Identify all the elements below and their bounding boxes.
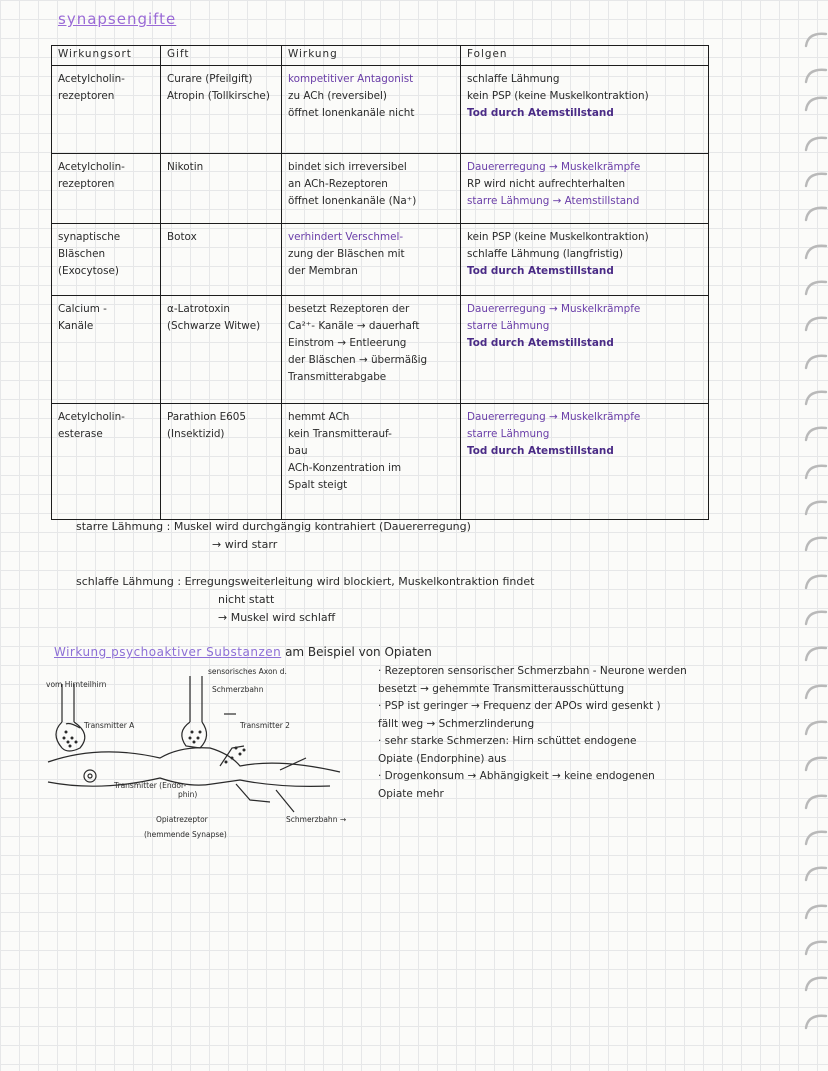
list-item: · Drogenkonsum → Abhängigkeit → keine endogenen xyxy=(378,770,655,782)
cell-wirkung: verhindert Verschmel- zung der Bläschen mit der Membran xyxy=(282,224,461,296)
cell-gift: Botox xyxy=(161,224,282,296)
list-item: · Rezeptoren sensorischer Schmerzbahn - Neurone werden xyxy=(378,665,687,677)
label-transmitter-2: Transmitter 2 xyxy=(240,721,290,730)
definition-schlaffe-laehmung: schlaffe Lähmung : Erregungsweiterleitung wird blockiert, Muskelkontraktion findet xyxy=(76,575,535,588)
spiral-binding xyxy=(748,0,828,1071)
label-transmitter-endorphin: Transmitter (Endor- xyxy=(114,781,187,790)
postsyn-neuron xyxy=(48,748,340,787)
header-wirkungsort: Wirkungsort xyxy=(52,46,161,66)
section-title-rest: am Beispiel von Opiaten xyxy=(285,645,432,659)
list-item: fällt weg → Schmerzlinderung xyxy=(378,717,535,730)
cell-gift: Parathion E605 (Insektizid) xyxy=(161,404,282,520)
cell-gift: Nikotin xyxy=(161,154,282,224)
label-transmitter-a: Transmitter A xyxy=(84,721,135,730)
header-gift: Gift xyxy=(161,46,282,66)
page-title: synapsengifte xyxy=(58,10,177,28)
cell-folgen: Dauererregung → Muskelkrämpfe starre Lähmung Tod durch Atemstillstand xyxy=(461,404,709,520)
label-phin: phin) xyxy=(178,790,198,799)
opiate-synapse-diagram xyxy=(40,662,380,852)
cell-wirkungsort: Calcium - Kanäle xyxy=(52,296,161,404)
list-item: Opiate mehr xyxy=(378,787,444,800)
cell-wirkung: bindet sich irreversibel an ACh-Rezeptoren öffnet Ionenkanäle (Na⁺) xyxy=(282,154,461,224)
cell-folgen: schlaffe Lähmung kein PSP (keine Muskelkontraktion) Tod durch Atemstillstand xyxy=(461,66,709,154)
table-row xyxy=(52,296,709,404)
label-hemmende-synapse: (hemmende Synapse) xyxy=(144,830,227,839)
dendrite-lines xyxy=(220,746,306,812)
bouton-middle xyxy=(182,722,207,748)
cell-wirkungsort: Acetylcholin- esterase xyxy=(52,404,161,520)
cell-gift: Curare (Pfeilgift) Atropin (Tollkirsche) xyxy=(161,66,282,154)
cell-gift: α-Latrotoxin (Schwarze Witwe) xyxy=(161,296,282,404)
list-item: · PSP ist geringer → Frequenz der APOs wird gesenkt ) xyxy=(378,700,661,712)
section-title xyxy=(54,645,432,659)
cell-wirkung: hemmt ACh kein Transmitterauf- bau ACh-Konzentration im Spalt steigt xyxy=(282,404,461,520)
cell-folgen: Dauererregung → Muskelkrämpfe RP wird nicht aufrechterhalten starre Lähmung → Atemstillstand xyxy=(461,154,709,224)
list-item: · sehr starke Schmerzen: Hirn schüttet endogene xyxy=(378,735,637,747)
list-item: Opiate (Endorphine) aus xyxy=(378,752,507,765)
label-vom-hirn: vom Hirnteilhirn xyxy=(46,680,107,689)
cell-wirkungsort: Acetylcholin- rezeptoren xyxy=(52,154,161,224)
axon-left xyxy=(62,684,74,722)
table-row xyxy=(52,224,709,296)
label-sensorisches-axon: sensorisches Axon d. xyxy=(208,667,287,676)
synapse-poison-table xyxy=(51,45,709,520)
cell-wirkungsort: Acetylcholin- rezeptoren xyxy=(52,66,161,154)
header-folgen: Folgen xyxy=(461,46,709,66)
cell-wirkung: kompetitiver Antagonist zu ACh (reversibel) öffnet Ionenkanäle nicht xyxy=(282,66,461,154)
section-title-main: Wirkung psychoaktiver Substanzen xyxy=(54,645,282,659)
list-item: besetzt → gehemmte Transmitterausschüttung xyxy=(378,682,625,695)
definition-starre-laehmung: starre Lähmung : Muskel wird durchgängig kontrahiert (Dauererregung) xyxy=(76,520,471,533)
label-schmerzbahn-top: Schmerzbahn xyxy=(212,685,264,694)
opiate-notes xyxy=(378,663,687,803)
label-opiatrezeptor: Opiatrezeptor xyxy=(156,815,208,824)
cell-wirkung: besetzt Rezeptoren der Ca²⁺- Kanäle → dauerhaft Einstrom → Entleerung der Bläschen → übermäßig Transmitterabgabe xyxy=(282,296,461,404)
table-row xyxy=(52,154,709,224)
table-row xyxy=(52,66,709,154)
cell-folgen: kein PSP (keine Muskelkontraktion) schlaffe Lähmung (langfristig) Tod durch Atemstillstand xyxy=(461,224,709,296)
axon-middle xyxy=(190,676,202,722)
label-schmerzbahn-bottom: Schmerzbahn → xyxy=(286,815,347,824)
header-wirkung: Wirkung xyxy=(282,46,461,66)
definition-starre-result: → wird starr xyxy=(212,538,278,551)
definition-schlaffe-cont: nicht statt xyxy=(218,593,275,606)
definition-schlaffe-result: → Muskel wird schlaff xyxy=(218,611,336,624)
cell-folgen: Dauererregung → Muskelkrämpfe starre Lähmung Tod durch Atemstillstand xyxy=(461,296,709,404)
table-row xyxy=(52,404,709,520)
cell-wirkungsort: synaptische Bläschen (Exocytose) xyxy=(52,224,161,296)
table-header-row xyxy=(52,46,709,66)
